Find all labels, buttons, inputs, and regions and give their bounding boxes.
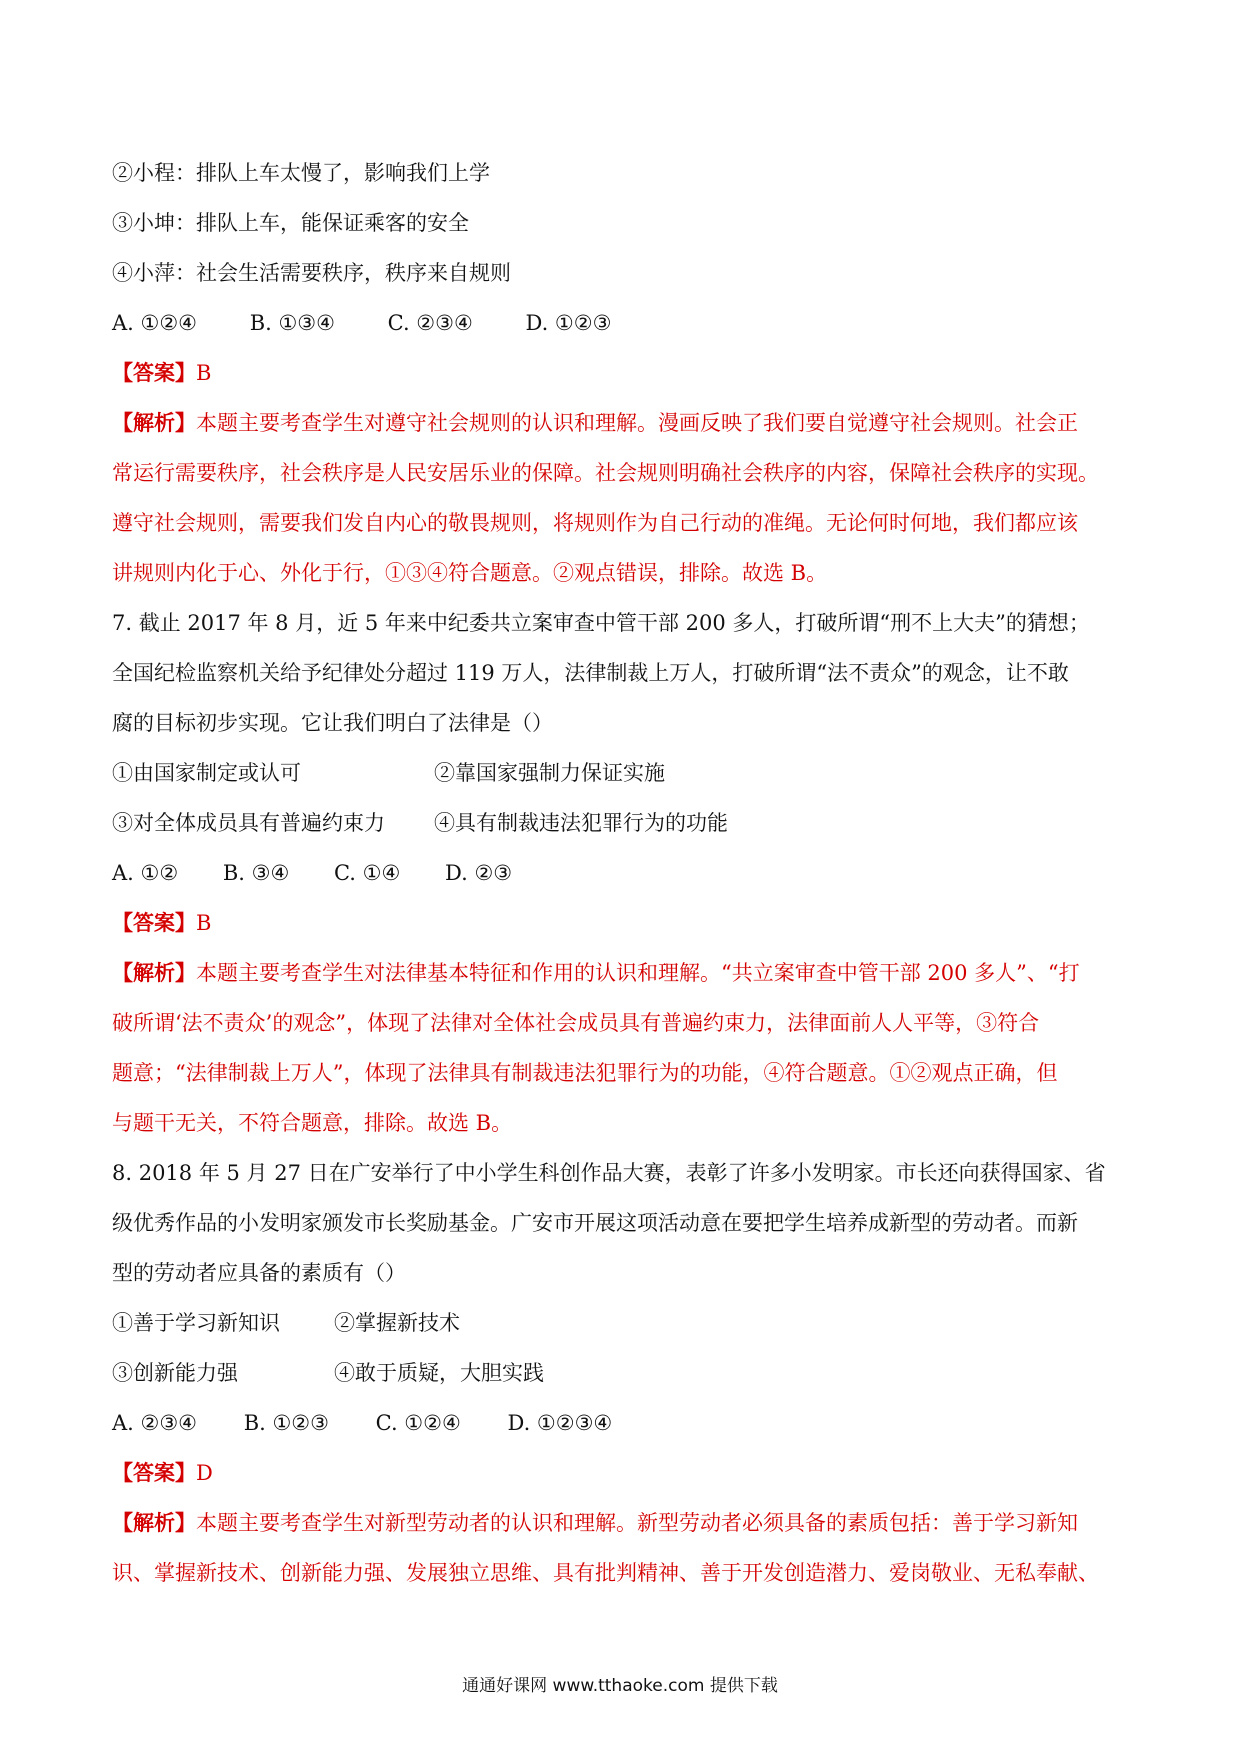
- q8-stem-line-2: 级优秀作品的小发明家颁发市长奖励基金。广安市开展这项活动意在要把学生培养成新型的劳动者。而新: [112, 1211, 1078, 1235]
- q8-options-row-2: [112, 1359, 544, 1387]
- choice-b: B. ③④: [222, 861, 290, 885]
- q8-choices: [112, 1409, 658, 1437]
- q6-analysis-line-3: 遵守社会规则，需要我们发自内心的敬畏规则，将规则作为自己行动的准绳。无论何时何地，我们都应该: [112, 511, 1078, 535]
- q6-analysis-line-2: 常运行需要秩序，社会秩序是人民安居乐业的保障。社会规则明确社会秩序的内容，保障社会秩序的实现。: [112, 461, 1099, 485]
- q8-analysis-line-2: 识、掌握新技术、创新能力强、发展独立思维、具有批判精神、善于开发创造潜力、爱岗敬业、无私奉献、: [112, 1561, 1099, 1585]
- choice-b: B. ①③④: [249, 311, 335, 335]
- q7-choices: [112, 859, 558, 887]
- q8-option-2: ②掌握新技术: [334, 1311, 460, 1335]
- choice-d: D. ①②③: [525, 311, 612, 335]
- q7-option-2: ②靠国家强制力保证实施: [434, 761, 665, 785]
- q8-answer: [112, 1459, 213, 1487]
- q8-option-3: ③创新能力强: [112, 1361, 238, 1385]
- q6-option-2: ②小程：排队上车太慢了，影响我们上学: [112, 161, 490, 185]
- choice-b: B. ①②③: [243, 1411, 329, 1435]
- q7-stem-line-1: 7. 截止 2017 年 8 月，近 5 年来中纪委共立案审查中管干部 200 多人，打破所谓“刑不上大夫”的猜想；: [112, 611, 1090, 635]
- q8-stem-line-1: 8. 2018 年 5 月 27 日在广安举行了中小学生科创作品大赛，表彰了许多小发明家。市长还向获得国家、省: [112, 1161, 1106, 1185]
- q6-option-4: ④小萍：社会生活需要秩序，秩序来自规则: [112, 261, 511, 285]
- choice-c: C. ①④: [333, 861, 401, 885]
- answer-tag: 【答案】: [112, 1460, 196, 1485]
- q6-choices: [112, 309, 657, 337]
- page-footer: 通通好课网 www.tthaoke.com 提供下载: [462, 1676, 778, 1696]
- q7-stem-line-2: 全国纪检监察机关给予纪律处分超过 119 万人，法律制裁上万人，打破所谓“法不责众”的观念，让不敢: [112, 661, 1069, 685]
- choice-d: D. ②③: [445, 861, 513, 885]
- choice-a: A. ②③④: [112, 1411, 197, 1435]
- q7-options-row-1: [112, 759, 665, 787]
- q6-analysis-line-4: 讲规则内化于心、外化于行，①③④符合题意。②观点错误，排除。故选 B。: [112, 561, 828, 585]
- q6-answer: [112, 359, 211, 387]
- q7-analysis-line-4: 与题干无关，不符合题意，排除。故选 B。: [112, 1111, 513, 1135]
- analysis-tag: 【解析】: [112, 1510, 196, 1535]
- answer-tag: 【答案】: [112, 910, 196, 935]
- q7-options-row-2: [112, 809, 728, 837]
- analysis-text: 本题主要考查学生对法律基本特征和作用的认识和理解。“共立案审查中管干部 200 多人”、“打: [196, 961, 1080, 985]
- q8-analysis-line-1: [112, 1509, 1078, 1537]
- analysis-tag: 【解析】: [112, 960, 196, 985]
- answer-value: B: [196, 361, 212, 385]
- choice-a: A. ①②④: [112, 311, 197, 335]
- q8-stem-line-3: 型的劳动者应具备的素质有（）: [112, 1261, 406, 1285]
- choice-c: C. ①②④: [375, 1411, 461, 1435]
- q8-option-4: ④敢于质疑，大胆实践: [334, 1361, 544, 1385]
- choice-a: A. ①②: [112, 861, 179, 885]
- choice-c: C. ②③④: [387, 311, 473, 335]
- q7-analysis-line-2: 破所谓‘法不责众’的观念”，体现了法律对全体社会成员具有普遍约束力，法律面前人人平等，③符合: [112, 1011, 1040, 1035]
- q7-analysis-line-3: 题意；“法律制裁上万人”，体现了法律具有制裁违法犯罪行为的功能，④符合题意。①②观点正确，但: [112, 1061, 1058, 1085]
- q7-option-4: ④具有制裁违法犯罪行为的功能: [434, 811, 728, 835]
- q7-option-3: ③对全体成员具有普遍约束力: [112, 811, 385, 835]
- q8-option-1: ①善于学习新知识: [112, 1311, 280, 1335]
- q7-option-1: ①由国家制定或认可: [112, 761, 301, 785]
- q8-options-row-1: [112, 1309, 460, 1337]
- analysis-text: 本题主要考查学生对遵守社会规则的认识和理解。漫画反映了我们要自觉遵守社会规则。社会正: [196, 411, 1078, 435]
- analysis-text: 本题主要考查学生对新型劳动者的认识和理解。新型劳动者必须具备的素质包括：善于学习新知: [196, 1511, 1078, 1535]
- q7-stem-line-3: 腐的目标初步实现。它让我们明白了法律是（）: [112, 711, 553, 735]
- answer-value: D: [196, 1461, 213, 1485]
- q6-option-3: ③小坤：排队上车，能保证乘客的安全: [112, 211, 469, 235]
- answer-tag: 【答案】: [112, 360, 196, 385]
- choice-d: D. ①②③④: [507, 1411, 613, 1435]
- q6-analysis-line-1: [112, 409, 1078, 437]
- q7-answer: [112, 909, 211, 937]
- analysis-tag: 【解析】: [112, 410, 196, 435]
- answer-value: B: [196, 911, 212, 935]
- q7-analysis-line-1: [112, 959, 1080, 987]
